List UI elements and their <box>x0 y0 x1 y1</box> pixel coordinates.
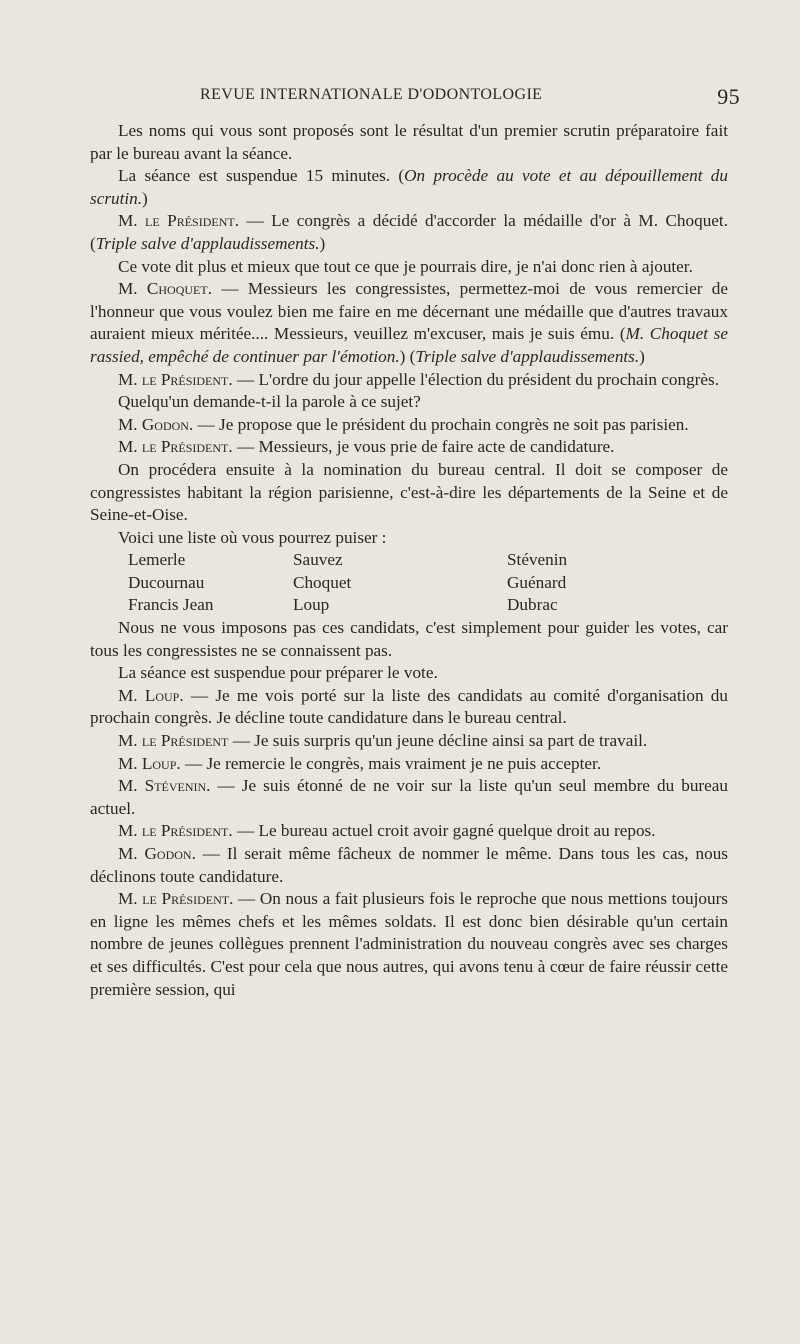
list-item: Guénard <box>507 572 567 592</box>
paragraph: M. le Président — Je suis surpris qu'un jeune décline ainsi sa part de travail. <box>118 731 648 751</box>
list-item: Sauvez <box>293 550 343 570</box>
paragraph: Nous ne vous imposons pas ces candidats, c'est simplement pour guider les votes, car tous les congressistes ne se connaissent pas. <box>90 618 728 660</box>
speaker: M. le Président. <box>118 437 233 457</box>
speaker: M. le Président. <box>118 369 233 389</box>
speaker: M. le Président. <box>118 211 240 231</box>
journal-title: REVUE INTERNATIONALE D'ODONTOLOGIE <box>200 86 543 103</box>
speaker: M. le Président. <box>118 889 234 909</box>
paragraph: Les noms qui vous sont proposés sont le résultat d'un premier scrutin préparatoire fait par le bureau avant la séance. <box>90 121 728 163</box>
paragraph: M. Loup. — Je remercie le congrès, mais vraiment je ne puis accepter. <box>118 753 602 773</box>
speaker: M. Stévenin. <box>118 776 211 796</box>
paragraph: M. Godon. — Je propose que le président du prochain congrès ne soit pas parisien. <box>118 414 689 434</box>
speaker: M. Godon. <box>118 414 194 434</box>
page-number: 95 <box>717 84 740 109</box>
list-item: Lemerle <box>128 550 186 570</box>
paragraph: M. Loup. — Je me vois porté sur la liste des candidats au comité d'organisation du prochain congrès. Je décline toute candidature dans le bureau central. <box>90 685 728 728</box>
list-item: Dubrac <box>507 595 558 615</box>
speaker: M. le Président <box>118 731 229 751</box>
paragraph: M. Stévenin. — Je suis étonné de ne voir sur la liste qu'un seul membre du bureau actuel. <box>90 776 729 818</box>
paragraph: La séance est suspendue 15 minutes. (On procède au vote et au dépouillement du scrutin.) <box>90 166 728 208</box>
paragraph: Voici une liste où vous pourrez puiser : <box>118 527 387 547</box>
paragraph: M. le Président. — Le bureau actuel croit avoir gagné quelque droit au repos. <box>118 821 656 841</box>
paragraph: M. Choquet. — Messieurs les congressistes, permettez-moi de vous remercier de l'honneur que vous voulez bien me faire en me décernant une médaille que d'autres travaux auraient mieux méritée.... Messieurs, veuillez m'excuser, mais je suis ému. (M. Choquet se rassied, empêché de continuer par l'émotion.) (Triple salve d'applaudissements.) <box>90 279 728 366</box>
speaker: M. Godon. <box>118 844 196 863</box>
candidate-list <box>128 549 728 617</box>
paragraph: M. le Président. — On nous a fait plusieurs fois le reproche que nous mettions toujours en ligne les mêmes chefs et les mêmes soldats. Il est donc bien désirable qu'un certain nombre de jeunes collègues prennent l'administration du nouveau congrès avec ses charges et ses difficultés. C'est pour cela que nous autres, qui avons tenu à cœur de faire réussir cette première session, qui <box>90 889 729 999</box>
paragraph: Ce vote dit plus et mieux que tout ce que je pourrais dire, je n'ai donc rien à ajouter. <box>118 256 693 276</box>
list-item: Francis Jean <box>128 595 214 615</box>
paragraph: Quelqu'un demande-t-il la parole à ce sujet? <box>118 392 421 412</box>
speaker: M. Choquet. <box>118 279 213 299</box>
list-item: Choquet <box>293 572 352 592</box>
body-text <box>90 120 728 1001</box>
speaker: M. le Président. <box>118 821 233 841</box>
list-item: Ducournau <box>128 572 205 592</box>
speaker: M. Loup. <box>118 753 181 773</box>
list-item: Stévenin <box>507 550 568 570</box>
paragraph: On procédera ensuite à la nomination du bureau central. Il doit se composer de congressistes habitant la région parisienne, c'est-à-dire les départements de la Seine et de Seine-et-Oise. <box>90 459 728 525</box>
paragraph: M. le Président. — Messieurs, je vous prie de faire acte de candidature. <box>118 437 615 457</box>
running-header <box>200 84 740 110</box>
list-item: Loup <box>293 595 330 615</box>
paragraph: M. le Président. — Le congrès a décidé d'accorder la médaille d'or à M. Choquet. (Triple salve d'applaudissements.) <box>90 211 729 253</box>
paragraph: M. Godon. — Il serait même fâcheux de nommer le même. Dans tous les cas, nous déclinons toute candidature. <box>90 844 728 886</box>
paragraph: La séance est suspendue pour préparer le vote. <box>118 663 438 683</box>
speaker: M. Loup. <box>118 685 184 705</box>
paragraph: M. le Président. — L'ordre du jour appelle l'élection du président du prochain congrès. <box>118 369 720 389</box>
